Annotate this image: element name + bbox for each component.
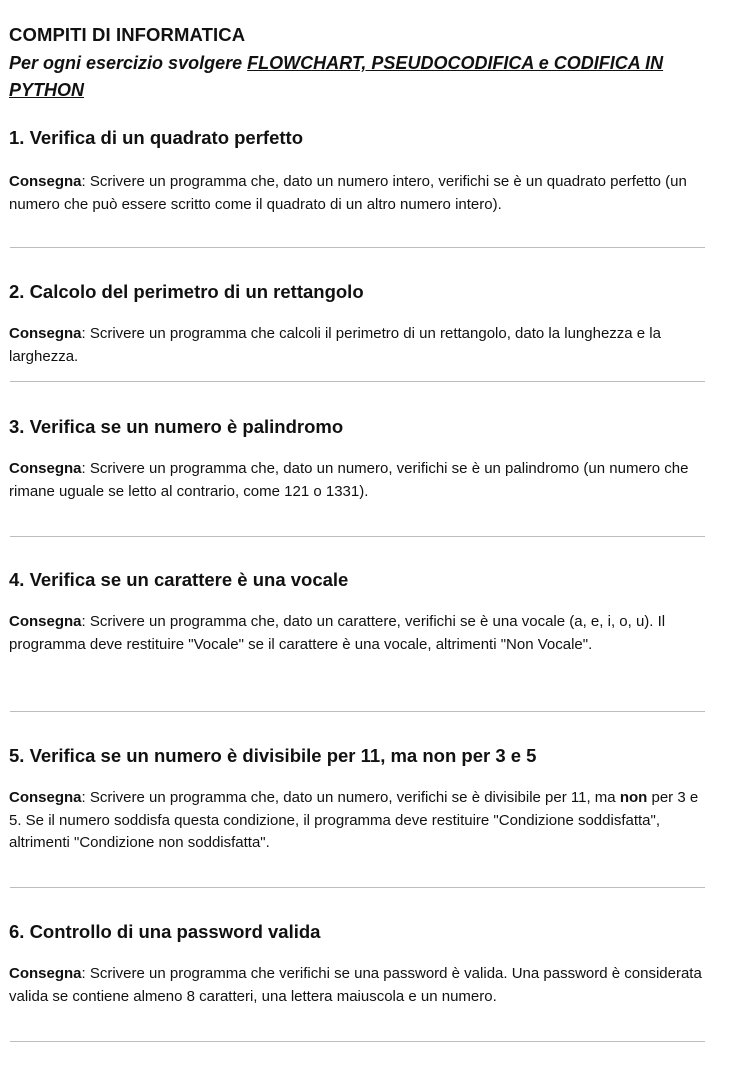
exercise-text bbox=[9, 611, 714, 656]
exercise-6 bbox=[9, 921, 714, 1008]
page-title: COMPITI DI INFORMATICA bbox=[9, 24, 246, 45]
divider bbox=[10, 711, 705, 712]
consegna-label: Consegna bbox=[9, 789, 82, 806]
subtitle-prefix: Per ogni esercizio svolgere bbox=[9, 53, 248, 73]
exercise-title: 4. Verifica se un carattere è una vocale bbox=[9, 569, 349, 590]
exercise-body: : Scrivere un programma che calcoli il perimetro di un rettangolo, dato la lunghezza e la larghezza. bbox=[9, 325, 661, 365]
divider bbox=[10, 247, 705, 248]
exercise-2 bbox=[9, 281, 714, 368]
exercise-5 bbox=[9, 745, 714, 855]
exercise-1 bbox=[9, 127, 714, 216]
exercise-title: 1. Verifica di un quadrato perfetto bbox=[9, 127, 303, 148]
exercise-text bbox=[9, 171, 714, 216]
consegna-label: Consegna bbox=[9, 325, 82, 342]
exercise-text bbox=[9, 787, 714, 855]
consegna-label: Consegna bbox=[9, 460, 82, 477]
divider bbox=[10, 536, 705, 537]
emphasis-word: non bbox=[619, 789, 648, 806]
exercise-body: : Scrivere un programma che, dato un numero intero, verifichi se è un quadrato perfetto (un numero che può essere scritto come il quadrato di un altro numero intero). bbox=[9, 173, 687, 213]
exercise-body: : Scrivere un programma che, dato un numero, verifichi se è un palindromo (un numero che rimane uguale se letto al contrario, come 121 o 1331). bbox=[9, 460, 689, 500]
consegna-label: Consegna bbox=[9, 173, 82, 190]
subtitle-underlined: FLOWCHART, PSEUDOCODIFICA e CODIFICA IN PYTHON bbox=[9, 53, 664, 100]
exercise-4 bbox=[9, 569, 714, 656]
exercise-body: per 3 e 5. Se il numero soddisfa questa condizione, il programma deve restituire "Condizione soddisfatta", altrimenti "Condizione non soddisfatta". bbox=[9, 789, 699, 851]
exercise-text bbox=[9, 458, 714, 503]
exercise-3 bbox=[9, 416, 714, 503]
exercise-body: : Scrivere un programma che verifichi se una password è valida. Una password è considerata valida se contiene almeno 8 caratteri, una lettera maiuscola e un numero. bbox=[9, 965, 702, 1005]
exercise-text bbox=[9, 323, 714, 368]
exercise-title: 3. Verifica se un numero è palindromo bbox=[9, 416, 344, 437]
exercise-body: : Scrivere un programma che, dato un carattere, verifichi se è una vocale (a, e, i, o, u). Il programma deve restituire "Vocale" se il carattere è una vocale, altrimenti "Non Vocale". bbox=[9, 613, 666, 653]
consegna-label: Consegna bbox=[9, 965, 82, 982]
page-subtitle bbox=[9, 50, 709, 104]
exercise-title: 5. Verifica se un numero è divisibile per 11, ma non per 3 e 5 bbox=[9, 745, 537, 766]
exercise-title: 2. Calcolo del perimetro di un rettangolo bbox=[9, 281, 364, 302]
divider bbox=[10, 381, 705, 382]
exercise-text bbox=[9, 963, 714, 1008]
divider bbox=[10, 887, 705, 888]
exercise-title: 6. Controllo di una password valida bbox=[9, 921, 321, 942]
exercise-body: : Scrivere un programma che, dato un numero, verifichi se è divisibile per 11, ma bbox=[81, 789, 620, 806]
consegna-label: Consegna bbox=[9, 613, 82, 630]
divider bbox=[10, 1041, 705, 1042]
